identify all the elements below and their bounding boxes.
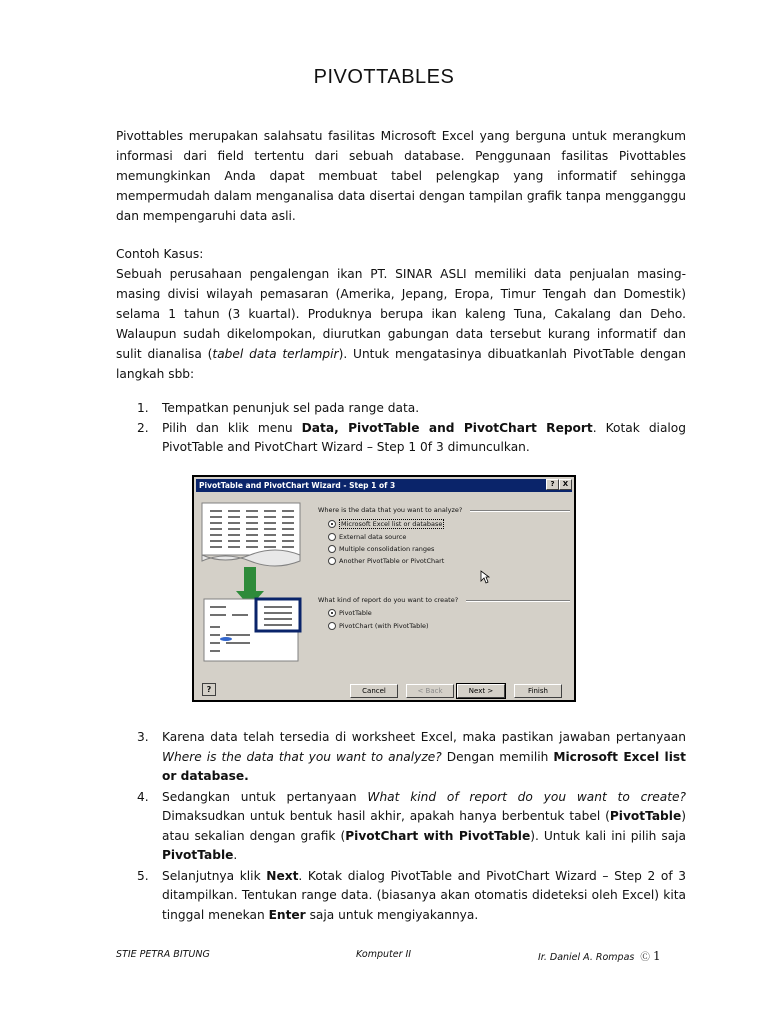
footer-author: Ir. Daniel A. Rompas [538,952,635,963]
list-item: 1. Tempatkan penunjuk sel pada range data. [137,401,420,415]
page-number: 1 [652,949,661,963]
case-label: Contoh Kasus: [116,247,204,261]
radio-pivotchart[interactable]: PivotChart (with PivotTable) [328,621,429,631]
case-italic: tabel data terlampir [212,347,339,361]
radio-dot [328,622,336,630]
wizard-illustration [200,495,310,665]
radio-another-pivot[interactable]: Another PivotTable or PivotChart [328,556,444,566]
divider [466,600,570,602]
next-button[interactable]: Next > [457,684,505,698]
list-item: 3. Karena data telah tersedia di worksheet Excel, maka pastikan jawaban pertanyaan Where is the data that you want to analyze? Dengan memilih Microsoft Excel list or database. [137,730,686,783]
page-title: PIVOTTABLES [313,66,455,88]
radio-dot [328,533,336,541]
radio-external-source[interactable]: External data source [328,532,406,542]
divider [470,510,570,512]
q2-label: What kind of report do you want to create? [318,596,459,604]
copyright-icon: Ⓒ [640,952,650,963]
q1-label: Where is the data that you want to analyze? [318,506,463,514]
radio-dot [328,609,336,617]
case-section [116,244,686,384]
list-item: 5. Selanjutnya klik Next. Kotak dialog PivotTable and PivotChart Wizard – Step 2 of 3 ditampilkan. Tentukan range data. (biasanya akan otomatis dideteksi oleh Excel) kita tinggal menekan Enter saja untuk mengiyakannya. [137,868,686,922]
finish-button[interactable]: Finish [514,684,562,698]
radio-excel-list[interactable]: Microsoft Excel list or database [328,519,444,529]
steps-list-bottom [137,728,686,926]
radio-dot [328,520,336,528]
case-paragraph: Sebuah perusahaan pengalengan ikan PT. SINAR ASLI memiliki data penjualan masing-masing divisi wilayah pemasaran (Amerika, Jepang, Eropa, Timur Tengah dan Domestik) selama 1 tahun (3 kuartal). Produknya berupa ikan kaleng Tuna, Cakalang dan Deho. Walaupun sudah dikelompokan, diurutkan gabungan data tersebut kurang informatif dan sulit dianalisa (tabel data terlampir). Untuk mengatasinya dibuatkanlah PivotTable dengan langkah sbb: [116,267,686,381]
dialog-help-button[interactable]: ? [202,683,216,696]
footer-center: Komputer II [356,949,412,960]
radio-multiple-ranges[interactable]: Multiple consolidation ranges [328,544,434,554]
back-button[interactable]: < Back [406,684,454,698]
steps-list-top [137,399,686,458]
radio-pivottable[interactable]: PivotTable [328,608,372,618]
close-icon[interactable]: X [559,479,572,490]
help-icon[interactable]: ? [546,479,559,490]
cancel-button[interactable]: Cancel [350,684,398,698]
footer-right [538,949,661,963]
radio-dot [328,557,336,565]
list-item: 2. Pilih dan klik menu Data, PivotTable and PivotChart Report. Kotak dialog PivotTable and PivotChart Wizard – Step 1 0f 3 dimunculkan. [137,420,686,454]
list-item: 4. Sedangkan untuk pertanyaan What kind of report do you want to create? Dimaksudkan untuk bentuk hasil akhir, apakah hanya berbentuk tabel (PivotTable) atau sekalian dengan grafik (PivotChart with PivotTable). Untuk kali ini pilih saja PivotTable. [137,789,687,862]
footer-left: STIE PETRA BITUNG [116,949,210,960]
dialog-title-bar: PivotTable and PivotChart Wizard - Step 1 of 3 [196,479,572,492]
mouse-cursor-icon [480,570,490,584]
radio-dot [328,545,336,553]
intro-paragraph: Pivottables merupakan salahsatu fasilitas Microsoft Excel yang berguna untuk merangkum informasi dari field tertentu dari sebuah database. Penggunaan fasilitas Pivottables memungkinkan Anda dapat membuat tabel pelengkap yang informatif sehingga mempermudah dalam menganalisa data disertai dengan tampilan grafik tanpa mengganggu dan mempengaruhi data asli. [116,129,686,223]
